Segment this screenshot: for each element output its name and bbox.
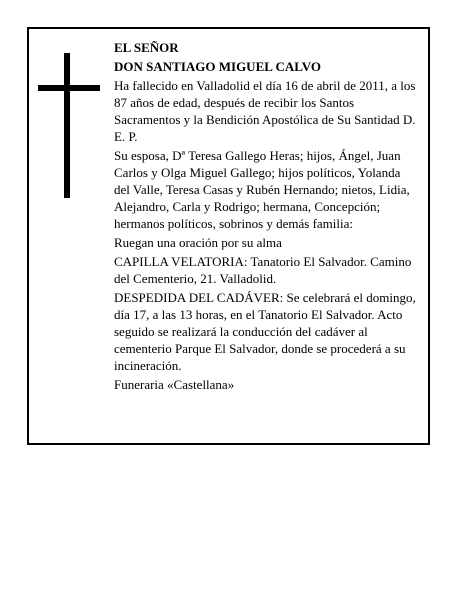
wake-location: CAPILLA VELATORIA: Tanatorio El Salvador. Camino del Cementerio, 21. Valladolid.: [114, 254, 412, 286]
funeral-home: Funeraria «Castellana»: [114, 377, 235, 392]
death-announcement: Ha fallecido en Valladolid el día 16 de abril de 2011, a los 87 años de edad, después de recibir los Santos Sacramentos y la Bendición Apostólica de Su Santidad D. E. P.: [114, 78, 416, 144]
obituary-text: [114, 39, 419, 395]
cross-icon: [38, 53, 100, 198]
deceased-name: DON SANTIAGO MIGUEL CALVO: [114, 59, 321, 74]
obituary-heading: EL SEÑOR: [114, 40, 179, 55]
family-list: Su esposa, Dª Teresa Gallego Heras; hijos, Ángel, Juan Carlos y Olga Miguel Gallego; hijos políticos, Yolanda del Valle, Teresa Casas y Rubén Hernando; nietos, Lidia, Alejandro, Carla y Rodrigo; hermana, Concepción; hermanos políticos, sobrinos y demás familia:: [114, 148, 410, 231]
funeral-details: DESPEDIDA DEL CADÁVER: Se celebrará el domingo, día 17, a las 13 horas, en el Tanatorio El Salvador. Acto seguido se realizará la conducción del cadáver al cementerio Parque El Salvador, donde se procederá a su incineración.: [114, 290, 416, 373]
cross-horizontal-bar: [38, 85, 100, 91]
prayer-request: Ruegan una oración por su alma: [114, 235, 282, 250]
cross-vertical-bar: [64, 53, 70, 198]
